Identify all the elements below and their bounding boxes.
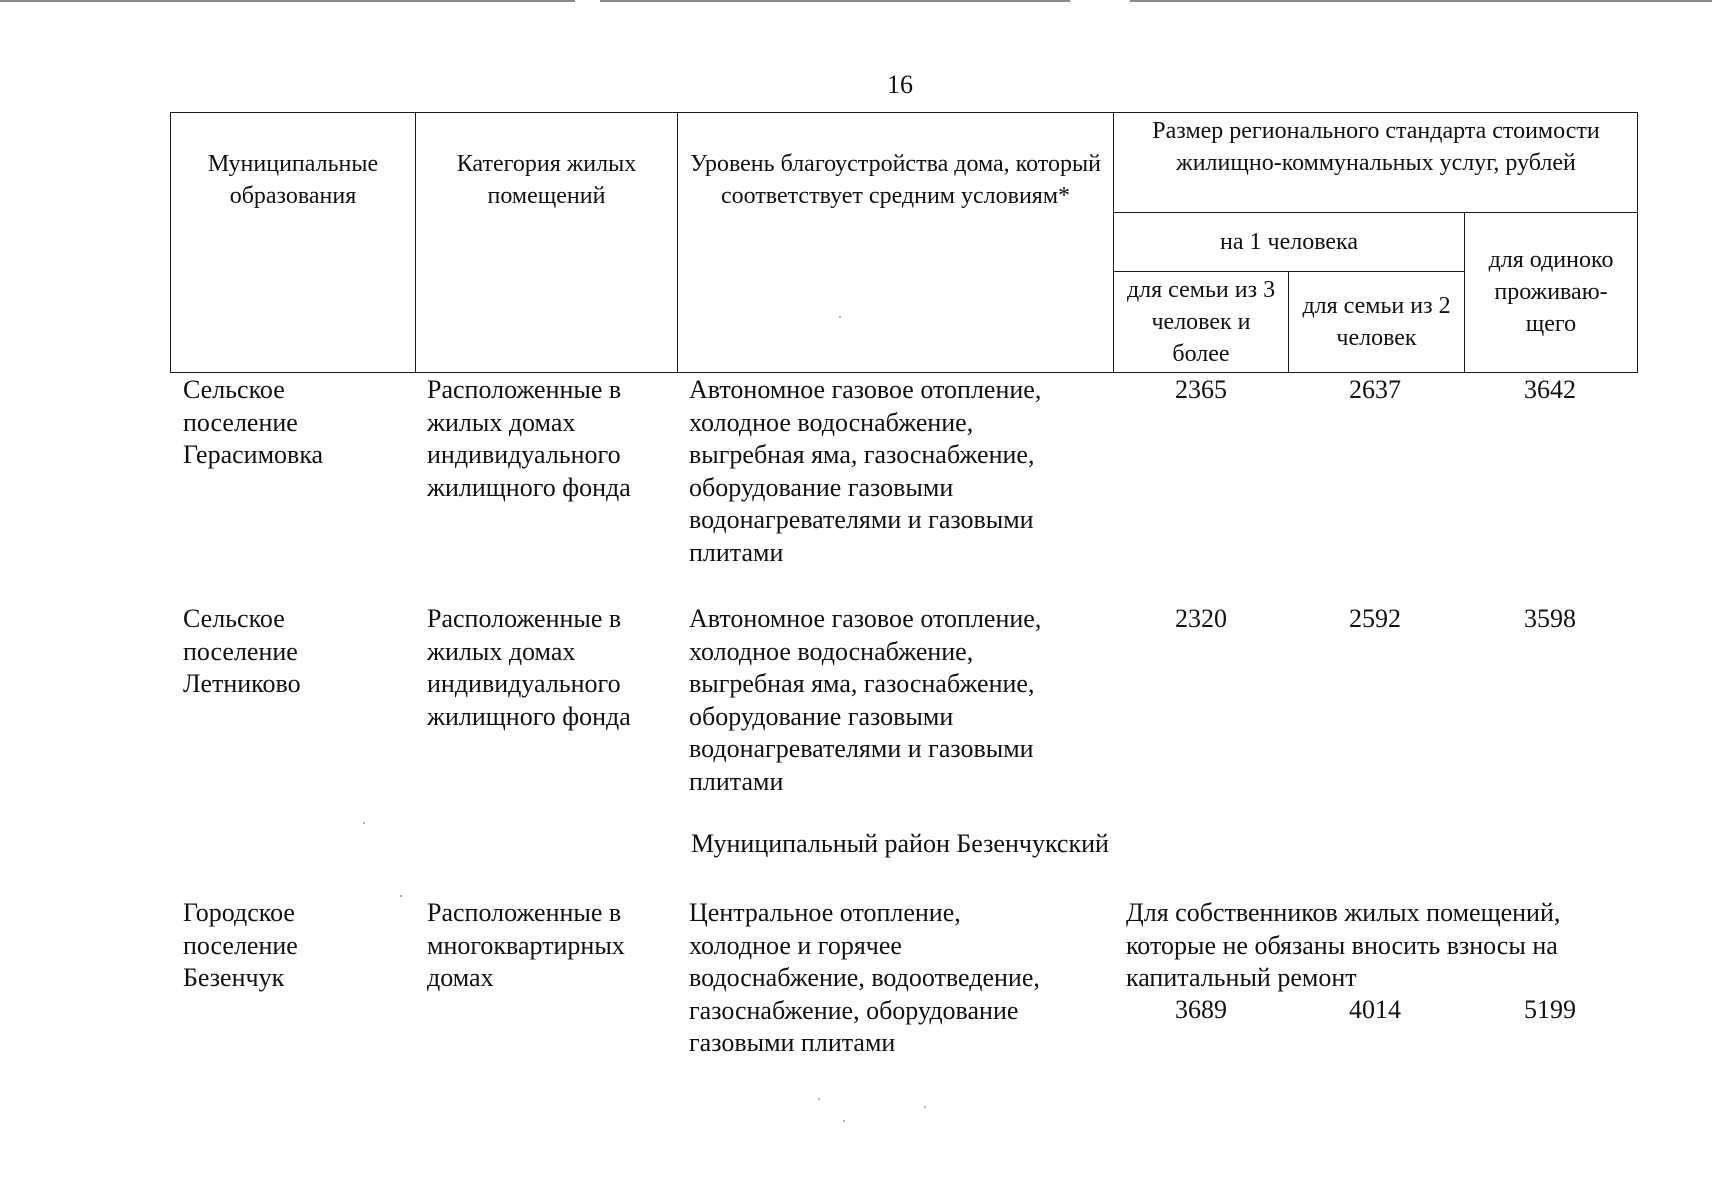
header-size: Размер регионального стандарта стоимости жилищно-коммунальных услуг, рублей (1152, 118, 1600, 176)
value-single: 3598 (1524, 604, 1576, 633)
row-category: Расположенные в жилых домах индивидуального жилищного фонда (427, 375, 631, 502)
header-per-person: на 1 человека (1220, 229, 1358, 255)
row-level: Автономное газовое отопление, холодное водоснабжение, выгребная яма, газоснабжение, оборудование газовыми водонагревателями и газовыми плитами (689, 375, 1042, 567)
value-family2: 2637 (1349, 375, 1401, 404)
header-family2: для семьи из 2 человек (1302, 293, 1451, 351)
row-level: Автономное газовое отопление, холодное водоснабжение, выгребная яма, газоснабжение, оборудование газовыми водонагревателями и газовыми плитами (689, 604, 1042, 796)
header-municipal: Муниципальные образования (207, 151, 379, 209)
scan-speck (400, 895, 402, 897)
scan-speck (363, 822, 365, 824)
value-family2: 4014 (1349, 995, 1401, 1024)
row-category: Расположенные в жилых домах индивидуального жилищного фонда (427, 604, 631, 731)
header-single: для одиноко проживаю-щего (1488, 247, 1614, 337)
value-family3: 3689 (1175, 995, 1227, 1024)
row-municipal: Городское поселение Безенчук (183, 898, 298, 992)
scan-speck (843, 1120, 845, 1122)
value-single: 5199 (1524, 995, 1576, 1024)
scan-speck (924, 1106, 926, 1108)
scan-speck (818, 1098, 820, 1100)
row-municipal: Сельское поселение Герасимовка (183, 375, 324, 469)
row-category: Расположенные в многоквартирных домах (427, 898, 625, 992)
header-family3: для семьи из 3 человек и более (1126, 277, 1276, 367)
value-family3: 2320 (1175, 604, 1227, 633)
scan-edge-line (0, 0, 575, 2)
page-number: 16 (887, 70, 913, 99)
value-family3: 2365 (1175, 375, 1227, 404)
scan-speck (839, 316, 841, 318)
row-note: Для собственников жилых помещений, которые не обязаны вносить взносы на капитальный ремонт (1126, 898, 1561, 992)
section-title: Муниципальный район Безенчукский (691, 829, 1109, 858)
row-municipal: Сельское поселение Летниково (183, 604, 301, 698)
value-family2: 2592 (1349, 604, 1401, 633)
row-level: Центральное отопление, холодное и горячее водоснабжение, водоотведение, газоснабжение, оборудование газовыми плитами (689, 898, 1040, 1057)
header-category: Категория жилых помещений (456, 151, 637, 209)
value-single: 3642 (1524, 375, 1576, 404)
scan-edge-line (600, 0, 1070, 2)
scan-edge-line (1130, 0, 1712, 2)
header-level: Уровень благоустройства дома, который соответствует средним условиям* (690, 151, 1101, 209)
